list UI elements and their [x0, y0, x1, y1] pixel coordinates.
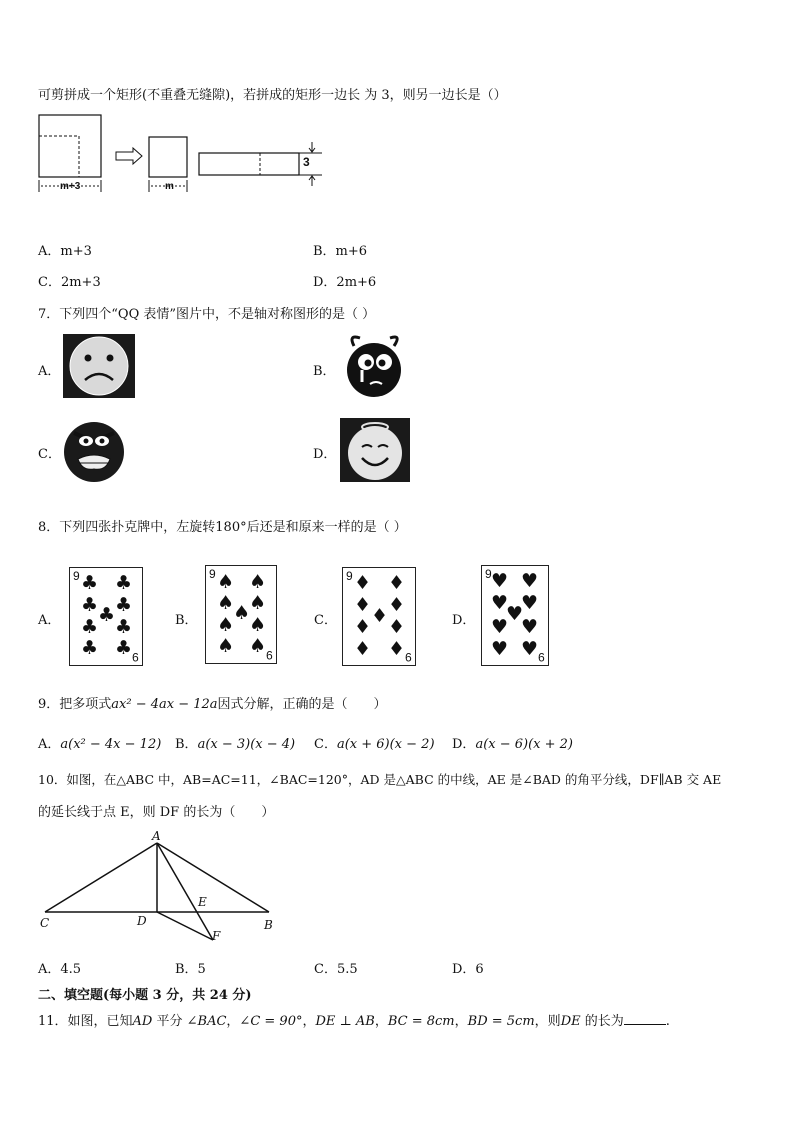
- club-icon: ♣: [115, 637, 133, 659]
- q6-stem: 可剪拼成一个矩形(不重叠无缝隙)，若拼成的矩形一边长 为 3，则另一边长是（）: [38, 88, 507, 103]
- spade-icon: ♠: [217, 571, 235, 593]
- q7-option-c[interactable]: C．: [38, 447, 61, 462]
- q9-option-b[interactable]: [175, 733, 295, 752]
- playing-card-hearts: [481, 565, 549, 666]
- q10-option-d[interactable]: D．6: [452, 962, 484, 977]
- q10-point-e: E: [198, 895, 207, 909]
- heart-icon: ♥: [491, 638, 509, 660]
- spade-icon: ♠: [249, 635, 267, 657]
- playing-card-spades: [205, 565, 277, 664]
- crying-face-icon: [340, 332, 408, 398]
- spade-icon: ♠: [249, 571, 267, 593]
- q11-end: .: [665, 1014, 670, 1029]
- q9-stem-expr: ax² − 4ax − 12a: [111, 697, 218, 712]
- club-icon: ♣: [81, 572, 99, 594]
- q11-pre: 11．如图，已知: [38, 1014, 133, 1029]
- spade-icon: ♠: [217, 614, 235, 636]
- club-icon: ♣: [81, 594, 99, 616]
- q9-option-d[interactable]: [452, 733, 573, 752]
- card-rank: 9: [485, 567, 492, 581]
- q9-option-a-label: A．: [38, 737, 61, 752]
- spade-icon: ♠: [217, 635, 235, 657]
- heart-icon: ♥: [491, 616, 509, 638]
- q10-stem-line2: 的延长线于点 E，则 DF 的长为（ ）: [38, 805, 275, 820]
- q6-option-a[interactable]: A．m+3: [38, 244, 92, 259]
- diamond-icon: ♦: [388, 594, 406, 616]
- q7-option-a[interactable]: A．: [38, 364, 61, 379]
- q8-option-b[interactable]: B．: [175, 613, 198, 628]
- q11-stem: [38, 1010, 670, 1029]
- q7-option-b[interactable]: B．: [313, 364, 336, 379]
- diamond-icon: ♦: [388, 572, 406, 594]
- diamond-icon: ♦: [354, 572, 372, 594]
- q9-stem-post: 因式分解，正确的是（ ）: [217, 697, 387, 712]
- q10-stem-line1: 10．如图，在△ABC 中，AB=AC=11，∠BAC=120°，AD 是△ABC 的中线，AE 是∠BAD 的角平分线，DF∥AB 交 AE: [38, 772, 722, 787]
- heart-icon: ♥: [506, 603, 524, 625]
- spade-icon: ♠: [249, 592, 267, 614]
- heart-icon: ♥: [521, 570, 539, 592]
- q9-stem-pre: 9．把多项式: [38, 697, 112, 712]
- q9-option-c[interactable]: [314, 733, 435, 752]
- q11-t6: ，则: [534, 1014, 561, 1029]
- club-icon: ♣: [81, 616, 99, 638]
- q9-option-b-label: B．: [175, 737, 198, 752]
- q6-label-side: 3: [303, 155, 310, 169]
- q6-label-small: m: [165, 181, 174, 192]
- q11-bc: BC = 8cm: [387, 1014, 455, 1029]
- club-icon: ♣: [81, 637, 99, 659]
- diamond-icon: ♦: [354, 638, 372, 660]
- q9-option-c-label: C．: [314, 737, 337, 752]
- q11-t3: ，: [302, 1014, 316, 1029]
- q9-option-a-expr: a(x² − 4x − 12): [60, 737, 162, 752]
- q11-angle-c: ∠C = 90°: [239, 1014, 303, 1029]
- q7-stem: 7．下列四个“QQ 表情”图片中，不是轴对称图形的是（ ）: [38, 307, 376, 322]
- q11-bd: BD = 5cm: [467, 1014, 535, 1029]
- q10-option-c[interactable]: C．5.5: [314, 962, 358, 977]
- heart-icon: ♥: [521, 592, 539, 614]
- club-icon: ♣: [115, 594, 133, 616]
- q8-option-a[interactable]: A．: [38, 613, 61, 628]
- spade-icon: ♠: [233, 602, 251, 624]
- card-rank: 9: [209, 567, 216, 581]
- scared-face-icon: [60, 419, 128, 483]
- heart-icon: ♥: [491, 592, 509, 614]
- q6-option-d[interactable]: D．2m+6: [313, 275, 377, 290]
- q10-point-f: F: [212, 929, 221, 943]
- q9-stem: [38, 693, 387, 712]
- diamond-icon: ♦: [388, 638, 406, 660]
- q11-t2: ，: [226, 1014, 240, 1029]
- q10-point-c: C: [40, 916, 50, 930]
- card-rank: 9: [73, 569, 80, 583]
- q9-option-b-expr: a(x − 3)(x − 4): [197, 737, 296, 752]
- q10-point-d: D: [137, 914, 147, 928]
- card-rank-bottom: 9: [132, 650, 139, 664]
- diamond-icon: ♦: [388, 616, 406, 638]
- q9-option-d-expr: a(x − 6)(x + 2): [475, 737, 573, 752]
- spade-icon: ♠: [217, 592, 235, 614]
- angel-face-icon: [340, 418, 410, 482]
- q11-t7: 的长为: [580, 1014, 624, 1029]
- diamond-icon: ♦: [371, 605, 389, 627]
- card-rank-bottom: 9: [538, 650, 545, 664]
- club-icon: ♣: [98, 604, 116, 626]
- q10-point-a: A: [152, 829, 161, 843]
- q11-answer-blank[interactable]: [624, 1012, 666, 1025]
- spade-icon: ♠: [249, 614, 267, 636]
- card-rank-bottom: 9: [405, 650, 412, 664]
- playing-card-clubs: [69, 567, 143, 666]
- diamond-icon: ♦: [354, 594, 372, 616]
- section-heading-fill-in: 二、填空题(每小题 3 分，共 24 分): [38, 988, 252, 1003]
- q11-t1: 平分: [152, 1014, 187, 1029]
- club-icon: ♣: [115, 616, 133, 638]
- q6-option-c[interactable]: C．2m+3: [38, 275, 101, 290]
- card-rank-bottom: 9: [266, 648, 273, 662]
- q8-stem: 8．下列四张扑克牌中，左旋转180°后还是和原来一样的是（ ）: [38, 520, 407, 535]
- q11-ad: AD: [132, 1014, 153, 1029]
- q10-point-b: B: [264, 918, 273, 932]
- diamond-icon: ♦: [354, 616, 372, 638]
- q11-angle-bac: ∠BAC: [186, 1014, 227, 1029]
- q9-option-d-label: D．: [452, 737, 476, 752]
- q6-label-big: m+3: [60, 181, 81, 192]
- q11-de-perp-ab: DE ⊥ AB: [315, 1014, 375, 1029]
- q11-t5: ，: [454, 1014, 468, 1029]
- club-icon: ♣: [115, 572, 133, 594]
- q6-option-b[interactable]: B．m+6: [313, 244, 368, 259]
- q10-triangle-figure: [30, 828, 290, 948]
- q11-de: DE: [560, 1014, 581, 1029]
- q9-option-c-expr: a(x + 6)(x − 2): [336, 737, 435, 752]
- sad-face-icon: [63, 334, 135, 398]
- q11-t4: ，: [374, 1014, 388, 1029]
- q8-option-c[interactable]: C．: [314, 613, 337, 628]
- q9-option-a[interactable]: [38, 733, 161, 752]
- playing-card-diamonds: [342, 567, 416, 666]
- heart-icon: ♥: [521, 638, 539, 660]
- q10-option-b[interactable]: B．5: [175, 962, 206, 977]
- q10-option-a[interactable]: A．4.5: [38, 962, 82, 977]
- heart-icon: ♥: [491, 570, 509, 592]
- card-rank: 9: [346, 569, 353, 583]
- q8-option-d[interactable]: D．: [452, 613, 476, 628]
- heart-icon: ♥: [521, 616, 539, 638]
- q7-option-d[interactable]: D．: [313, 447, 337, 462]
